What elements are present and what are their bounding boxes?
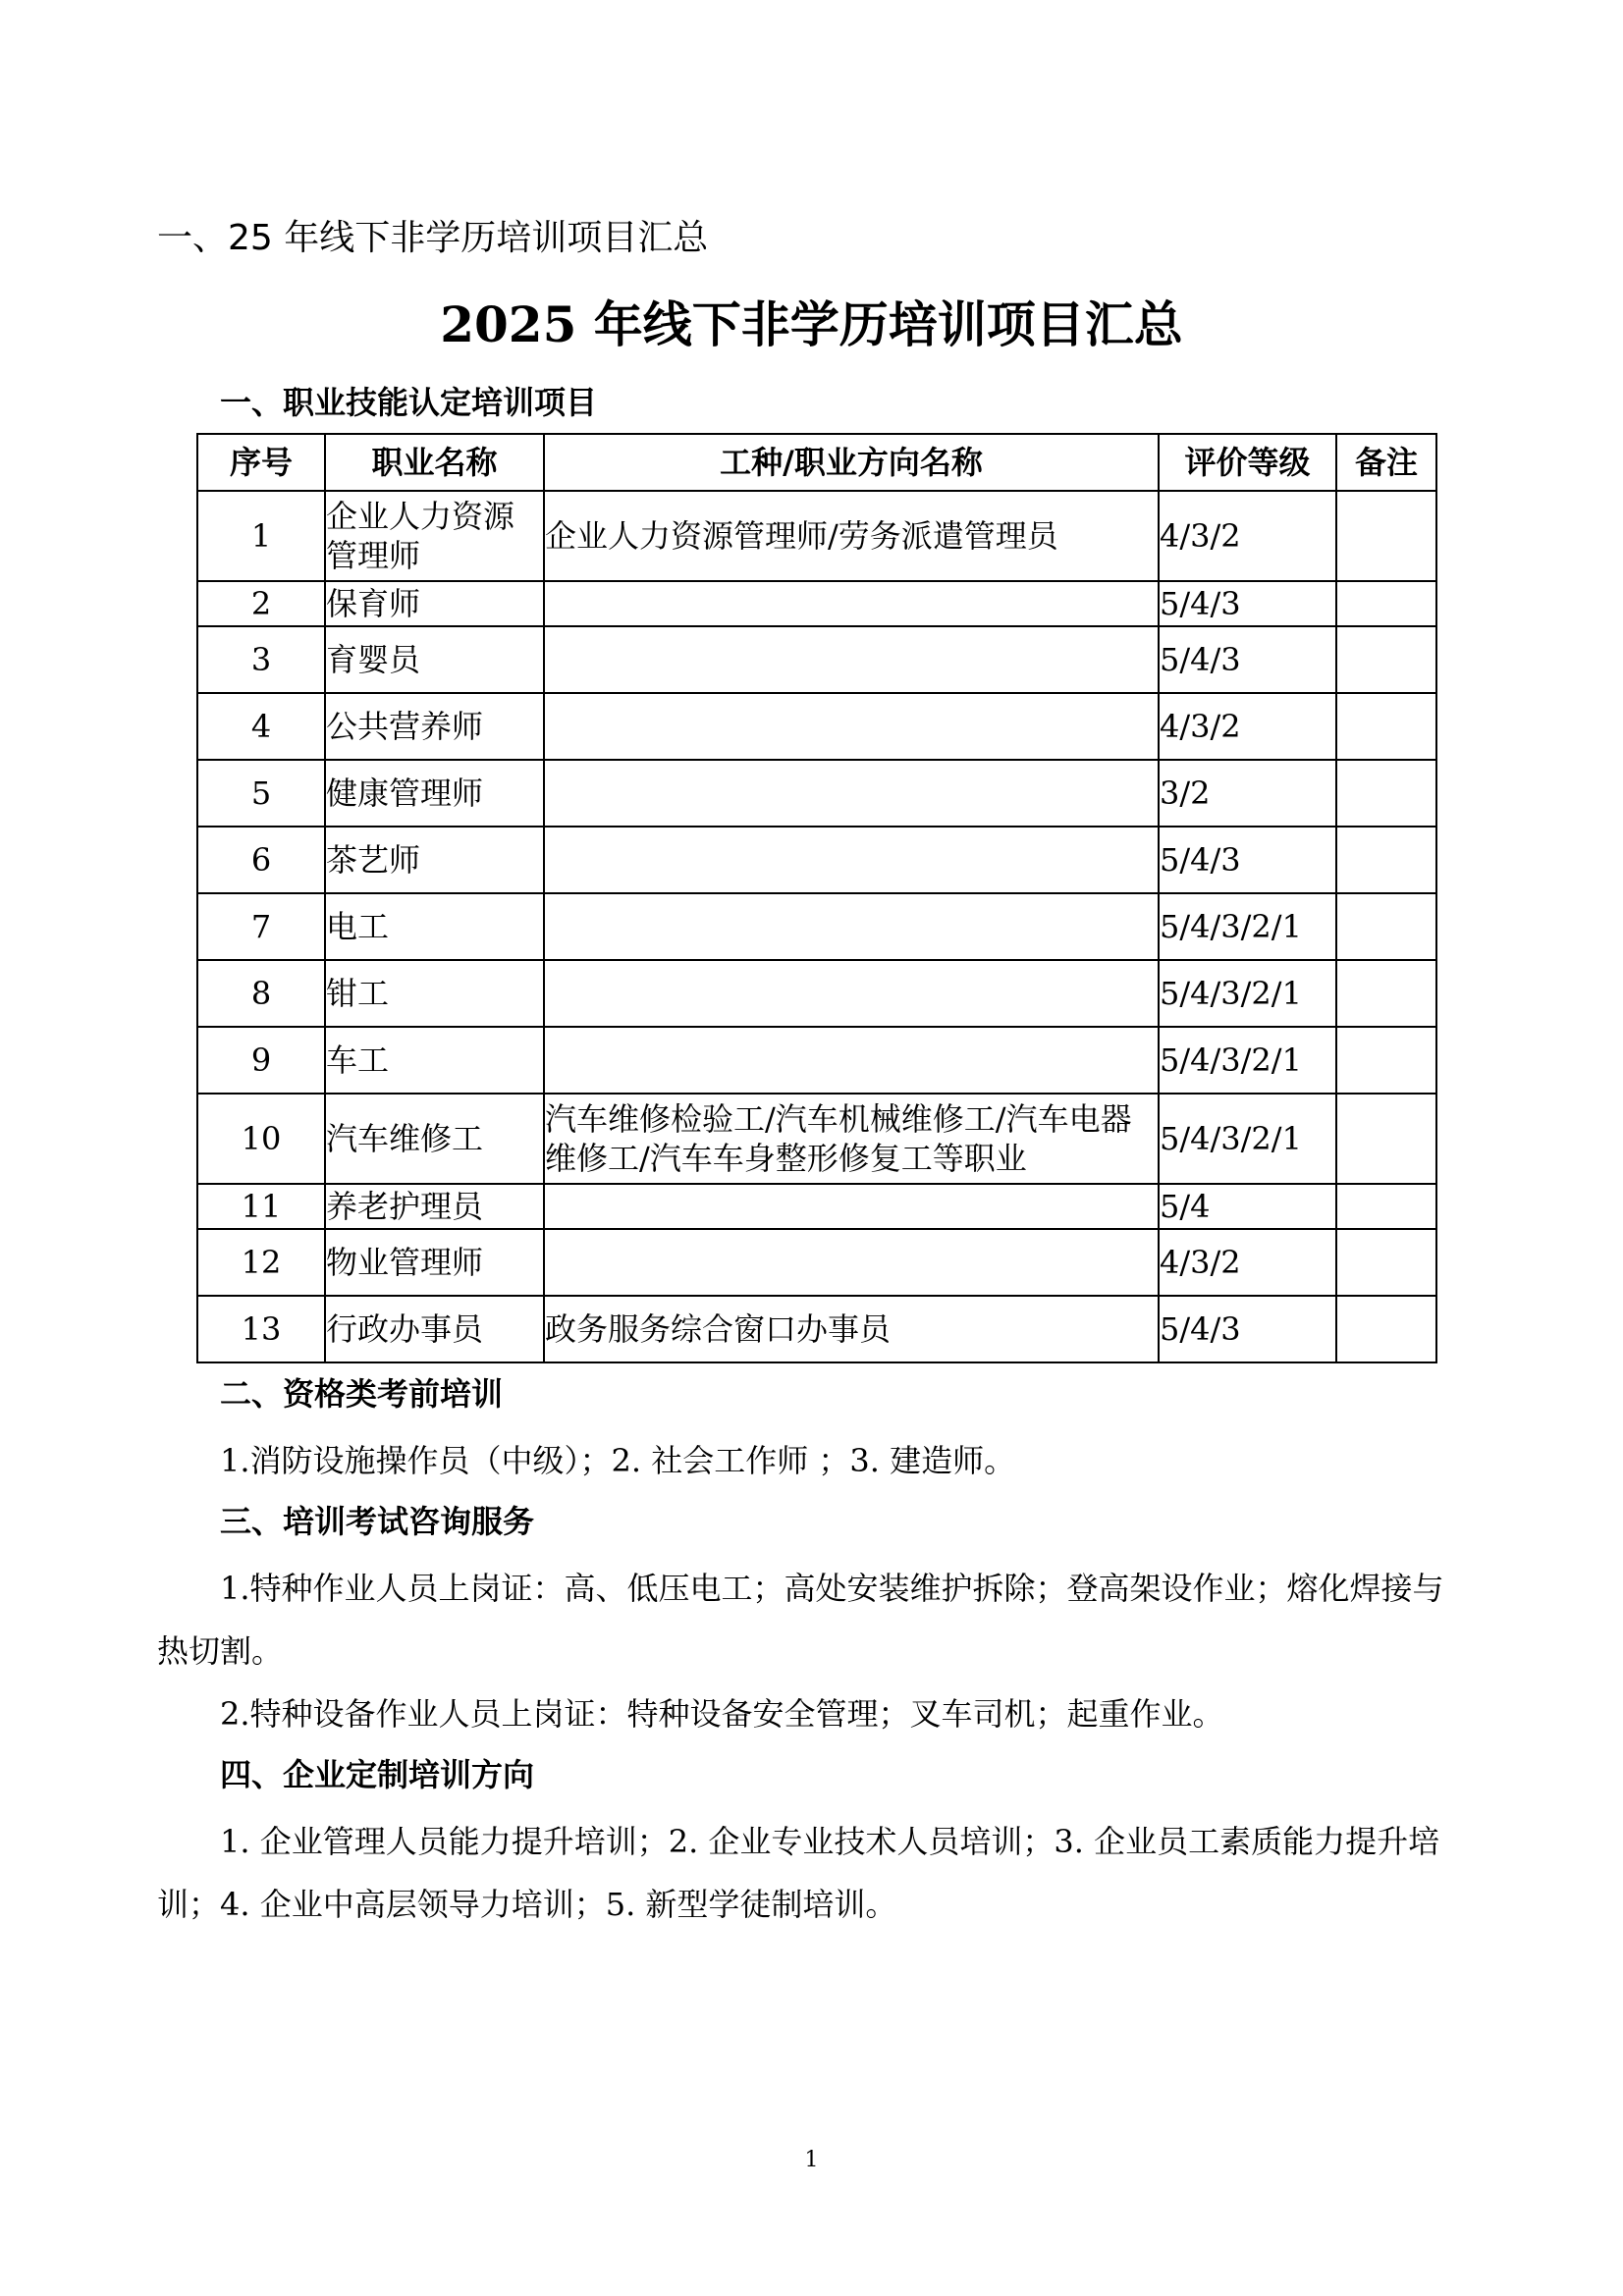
cell-note bbox=[1336, 626, 1436, 693]
cell-occupation: 育婴员 bbox=[325, 626, 544, 693]
table-row bbox=[197, 893, 1436, 960]
section-heading-custom: 四、企业定制培训方向 bbox=[220, 1756, 535, 1793]
cell-level: 4/3/2 bbox=[1159, 693, 1336, 760]
cell-no: 12 bbox=[197, 1229, 325, 1296]
table-row bbox=[197, 827, 1436, 893]
table-row bbox=[197, 960, 1436, 1027]
cell-level: 4/3/2 bbox=[1159, 1229, 1336, 1296]
consulting-item: 1.特种作业人员上岗证：高、低压电工；高处安装维护拆除；登高架设作业；熔化焊接与热切割。 bbox=[157, 1570, 1444, 1670]
cell-level: 3/2 bbox=[1159, 760, 1336, 827]
cell-direction bbox=[544, 581, 1159, 626]
cell-direction: 企业人力资源管理师/劳务派遣管理员 bbox=[544, 491, 1159, 581]
cell-note bbox=[1336, 1094, 1436, 1184]
cell-occupation: 电工 bbox=[325, 893, 544, 960]
cell-occupation: 钳工 bbox=[325, 960, 544, 1027]
cell-note bbox=[1336, 760, 1436, 827]
table-header-row bbox=[197, 434, 1436, 491]
cell-note bbox=[1336, 1027, 1436, 1094]
table-row bbox=[197, 1184, 1436, 1229]
cell-occupation: 车工 bbox=[325, 1027, 544, 1094]
column-header-note: 备注 bbox=[1336, 434, 1436, 491]
cell-direction bbox=[544, 693, 1159, 760]
section-heading-qualification: 二、资格类考前培训 bbox=[220, 1375, 504, 1413]
cell-direction bbox=[544, 1027, 1159, 1094]
consulting-item: 2.特种设备作业人员上岗证：特种设备安全管理；叉车司机；起重作业。 bbox=[220, 1695, 1224, 1733]
cell-no: 6 bbox=[197, 827, 325, 893]
cell-level: 5/4/3 bbox=[1159, 1296, 1336, 1362]
cell-occupation: 行政办事员 bbox=[325, 1296, 544, 1362]
table-row bbox=[197, 1094, 1436, 1184]
cell-level: 5/4/3 bbox=[1159, 581, 1336, 626]
cell-direction: 汽车维修检验工/汽车机械维修工/汽车电器维修工/汽车车身整形修复工等职业 bbox=[544, 1094, 1159, 1184]
cell-occupation: 汽车维修工 bbox=[325, 1094, 544, 1184]
table-row bbox=[197, 581, 1436, 626]
section-heading-consulting: 三、培训考试咨询服务 bbox=[220, 1503, 535, 1540]
cell-no: 11 bbox=[197, 1184, 325, 1229]
cell-level: 5/4 bbox=[1159, 1184, 1336, 1229]
cell-no: 7 bbox=[197, 893, 325, 960]
cell-note bbox=[1336, 960, 1436, 1027]
cell-occupation: 保育师 bbox=[325, 581, 544, 626]
cell-level: 4/3/2 bbox=[1159, 491, 1336, 581]
cell-no: 13 bbox=[197, 1296, 325, 1362]
cell-no: 8 bbox=[197, 960, 325, 1027]
cell-level: 5/4/3/2/1 bbox=[1159, 1027, 1336, 1094]
training-items-table bbox=[196, 433, 1437, 1363]
table-row bbox=[197, 491, 1436, 581]
page-number: 1 bbox=[804, 2148, 819, 2172]
cell-occupation: 公共营养师 bbox=[325, 693, 544, 760]
cell-note bbox=[1336, 827, 1436, 893]
cell-note bbox=[1336, 1184, 1436, 1229]
cell-direction bbox=[544, 760, 1159, 827]
document-heading: 一、25 年线下非学历培训项目汇总 bbox=[157, 218, 709, 258]
section-heading-skills: 一、职业技能认定培训项目 bbox=[220, 384, 598, 421]
cell-no: 3 bbox=[197, 626, 325, 693]
cell-note bbox=[1336, 581, 1436, 626]
cell-note bbox=[1336, 491, 1436, 581]
cell-direction: 政务服务综合窗口办事员 bbox=[544, 1296, 1159, 1362]
cell-direction bbox=[544, 1229, 1159, 1296]
cell-occupation: 养老护理员 bbox=[325, 1184, 544, 1229]
column-header-occupation: 职业名称 bbox=[325, 434, 544, 491]
cell-occupation: 健康管理师 bbox=[325, 760, 544, 827]
cell-level: 5/4/3/2/1 bbox=[1159, 960, 1336, 1027]
cell-level: 5/4/3 bbox=[1159, 827, 1336, 893]
cell-note bbox=[1336, 1229, 1436, 1296]
table-row bbox=[197, 760, 1436, 827]
column-header-no: 序号 bbox=[197, 434, 325, 491]
cell-direction bbox=[544, 626, 1159, 693]
cell-no: 4 bbox=[197, 693, 325, 760]
cell-direction bbox=[544, 827, 1159, 893]
cell-note bbox=[1336, 693, 1436, 760]
custom-training-list: 1. 企业管理人员能力提升培训；2. 企业专业技术人员培训；3. 企业员工素质能力提升培训；4. 企业中高层领导力培训；5. 新型学徒制培训。 bbox=[157, 1823, 1440, 1923]
cell-occupation: 企业人力资源管理师 bbox=[325, 491, 544, 581]
cell-no: 9 bbox=[197, 1027, 325, 1094]
cell-occupation: 茶艺师 bbox=[325, 827, 544, 893]
table-row bbox=[197, 1229, 1436, 1296]
cell-direction bbox=[544, 960, 1159, 1027]
table-row bbox=[197, 1027, 1436, 1094]
column-header-level: 评价等级 bbox=[1159, 434, 1336, 491]
cell-note bbox=[1336, 1296, 1436, 1362]
cell-level: 5/4/3 bbox=[1159, 626, 1336, 693]
cell-no: 5 bbox=[197, 760, 325, 827]
cell-no: 10 bbox=[197, 1094, 325, 1184]
cell-direction bbox=[544, 893, 1159, 960]
table-row bbox=[197, 693, 1436, 760]
document-title: 2025 年线下非学历培训项目汇总 bbox=[440, 295, 1183, 353]
qualification-list: 1.消防设施操作员（中级）；2. 社会工作师 ；3. 建造师。 bbox=[220, 1442, 1016, 1479]
cell-occupation: 物业管理师 bbox=[325, 1229, 544, 1296]
cell-no: 1 bbox=[197, 491, 325, 581]
cell-level: 5/4/3/2/1 bbox=[1159, 893, 1336, 960]
column-header-direction: 工种/职业方向名称 bbox=[544, 434, 1159, 491]
cell-direction bbox=[544, 1184, 1159, 1229]
cell-no: 2 bbox=[197, 581, 325, 626]
cell-note bbox=[1336, 893, 1436, 960]
table-row bbox=[197, 1296, 1436, 1362]
cell-level: 5/4/3/2/1 bbox=[1159, 1094, 1336, 1184]
table-row bbox=[197, 626, 1436, 693]
